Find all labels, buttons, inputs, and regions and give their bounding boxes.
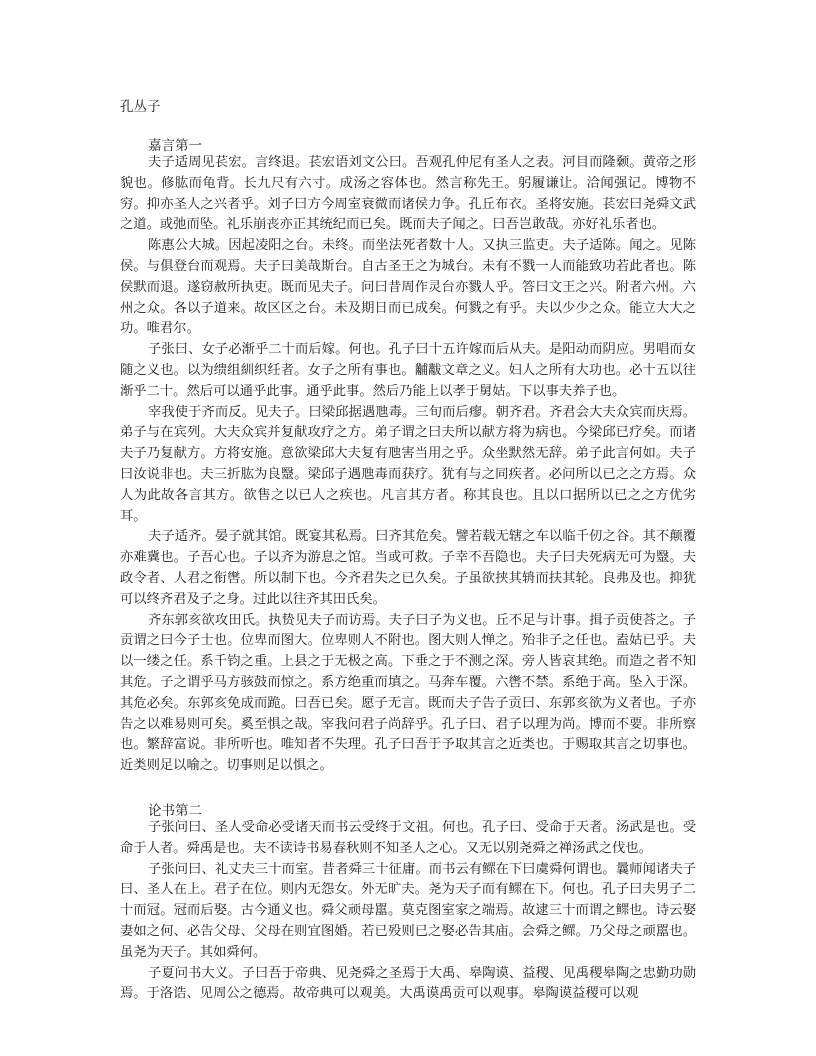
- chapter-2-paragraph-3: 子夏问书大义。子曰吾于帝典、见尧舜之圣焉于大禹、皋陶谟、益稷、见禹稷皋陶之忠勤功勋焉。于洛诰、见周公之德焉。故帝典可以观美。大禹谟禹贡可以观事。皋陶谟益稷可以观: [120, 965, 696, 1002]
- chapter-1-paragraph-1: 夫子适周见苌宏。言终退。苌宏语刘文公曰。吾观孔仲尼有圣人之表。河目而隆颡。黄帝之形貌也。修肱而龟背。长九尺有六寸。成汤之容体也。然言称先王。躬履谦让。洽闻强记。博物不穷。抑亦圣人之兴者乎。刘子曰方今周室衰微而诸侯力争。孔丘布衣。圣将安施。苌宏曰尧舜文武之道。或弛而坠。礼乐崩丧亦正其统纪而已矣。既而夫子闻之。曰吾岂敢哉。亦好礼乐者也。: [120, 155, 696, 233]
- chapter-1-paragraph-2: 陈惠公大城。因起凌阳之台。未终。而坐法死者数十人。又执三监吏。夫子适陈。闻之。见陈侯。与俱登台而观焉。夫子曰美哉斯台。自古圣王之为城台。未有不戮一人而能致功若此者也。陈侯默而退。遂窃赦所执吏。既而见夫子。问曰昔周作灵台亦戮人乎。答曰文王之兴。附者六州。六州之众。各以子道来。故区区之台。未及期日而已成矣。何戮之有乎。夫以少少之众。能立大大之功。唯君尔。: [120, 238, 696, 337]
- chapter-1-heading: 嘉言第一: [148, 138, 202, 154]
- chapter-1-paragraph-3: 子张曰、女子必渐乎二十而后嫁。何也。孔子曰十五许嫁而后从夫。是阳动而阴应。男唱而女随之义也。以为缋组紃织纴者。女子之所有事也。黼黻文章之义。妇人之所有大功也。必十五以往渐乎二十。然后可以通乎此事。通乎此事。然后乃能上以孝于舅姑。下以事夫养子也。: [120, 342, 696, 399]
- chapter-2-paragraph-1: 子张问曰、圣人受命必受诸天而书云受终于文祖。何也。孔子曰、受命于天者。汤武是也。受命于人者。舜禹是也。夫不读诗书易春秋则不知圣人之心。又无以别尧舜之禅汤武之伐也。: [120, 820, 696, 856]
- chapter-2-body: [120, 818, 696, 1005]
- document-title: 孔丛子: [120, 99, 161, 115]
- chapter-2-heading: 论书第二: [148, 803, 202, 819]
- chapter-1-paragraph-6: 齐东郭亥欲攻田氏。执贽见夫子而访焉。夫子曰子为义也。丘不足与计事。揖子贡使荅之。子贡谓之曰今子士也。位卑而图大。位卑则人不附也。图大则人惮之。殆非子之任也。盍姑已乎。夫以一缕之任。系千钧之重。上县之于无极之高。下垂之于不测之深。旁人皆哀其绝。而造之者不知其危。子之谓乎马方骇鼓而惊之。系方绝重而填之。马奔车覆。六辔不禁。系绝于高。坠入于深。其危必矣。东郭亥免成而跪。曰吾已矣。愿子无言。既而夫子告子贡曰、东郭亥欲为义者也。子亦告之以难易则可矣。奚至惧之哉。宰我问君子尚辞乎。孔子曰、君子以理为尚。博而不要。非所察也。繁辞富说。非所听也。唯知者不失理。孔子曰吾于予取其言之近类也。于赐取其言之切事也。近类则足以喻之。切事则足以惧之。: [120, 612, 696, 774]
- chapter-2-paragraph-2: 子张问曰、礼丈夫三十而室。昔者舜三十征庸。而书云有鳏在下曰虞舜何谓也。曩师闻诸夫子曰、圣人在上。君子在位。则内无怨女。外无旷夫。尧为天子而有鳏在下。何也。孔子曰夫男子二十而冠。冠而后娶。古今通义也。舜父顽母嚚。莫克图室家之端焉。故逮三十而谓之鳏也。诗云娶妻如之何、必告父母、父母在则宜图婚。若已殁则已之娶必告其庙。会舜之鳏。乃父母之顽嚚也。虽尧为天子。其如舜何。: [120, 861, 696, 960]
- chapter-1-paragraph-4: 宰我使于齐而反。见夫子。曰梁邱据遇虺毒。三旬而后瘳。朝齐君。齐君会大夫众宾而庆焉。弟子与在宾列。大夫众宾并复献攻疗之方。弟子谓之曰夫所以献方将为病也。今梁邱已疗矣。而诸夫子乃复献方。方将安施。意欲梁邱大夫复有虺害当用之乎。众坐默然无辞。弟子此言何如。夫子曰汝说非也。夫三折肱为良毉。梁邱子遇虺毒而获疗。犹有与之同疾者。必问所以已之之方焉。众人为此故各言其方。欲售之以已人之疾也。凡言其方者。称其良也。且以口据所以已之之方优劣耳。: [120, 404, 696, 524]
- chapter-1-paragraph-5: 夫子适齐。晏子就其馆。既宴其私焉。曰齐其危矣。譬若载无辖之车以临千仞之谷。其不颠覆亦难冀也。子吾心也。子以齐为游息之馆。当或可救。子幸不吾隐也。夫子曰夫死病无可为毉。夫政令者、人君之衔辔。所以制下也。今齐君失之已久矣。子虽欲挟其辀而扶其轮。良弗及也。抑犹可以终齐君及子之身。过此以往齐其田氏矣。: [120, 529, 696, 607]
- chapter-1-body: [120, 153, 696, 777]
